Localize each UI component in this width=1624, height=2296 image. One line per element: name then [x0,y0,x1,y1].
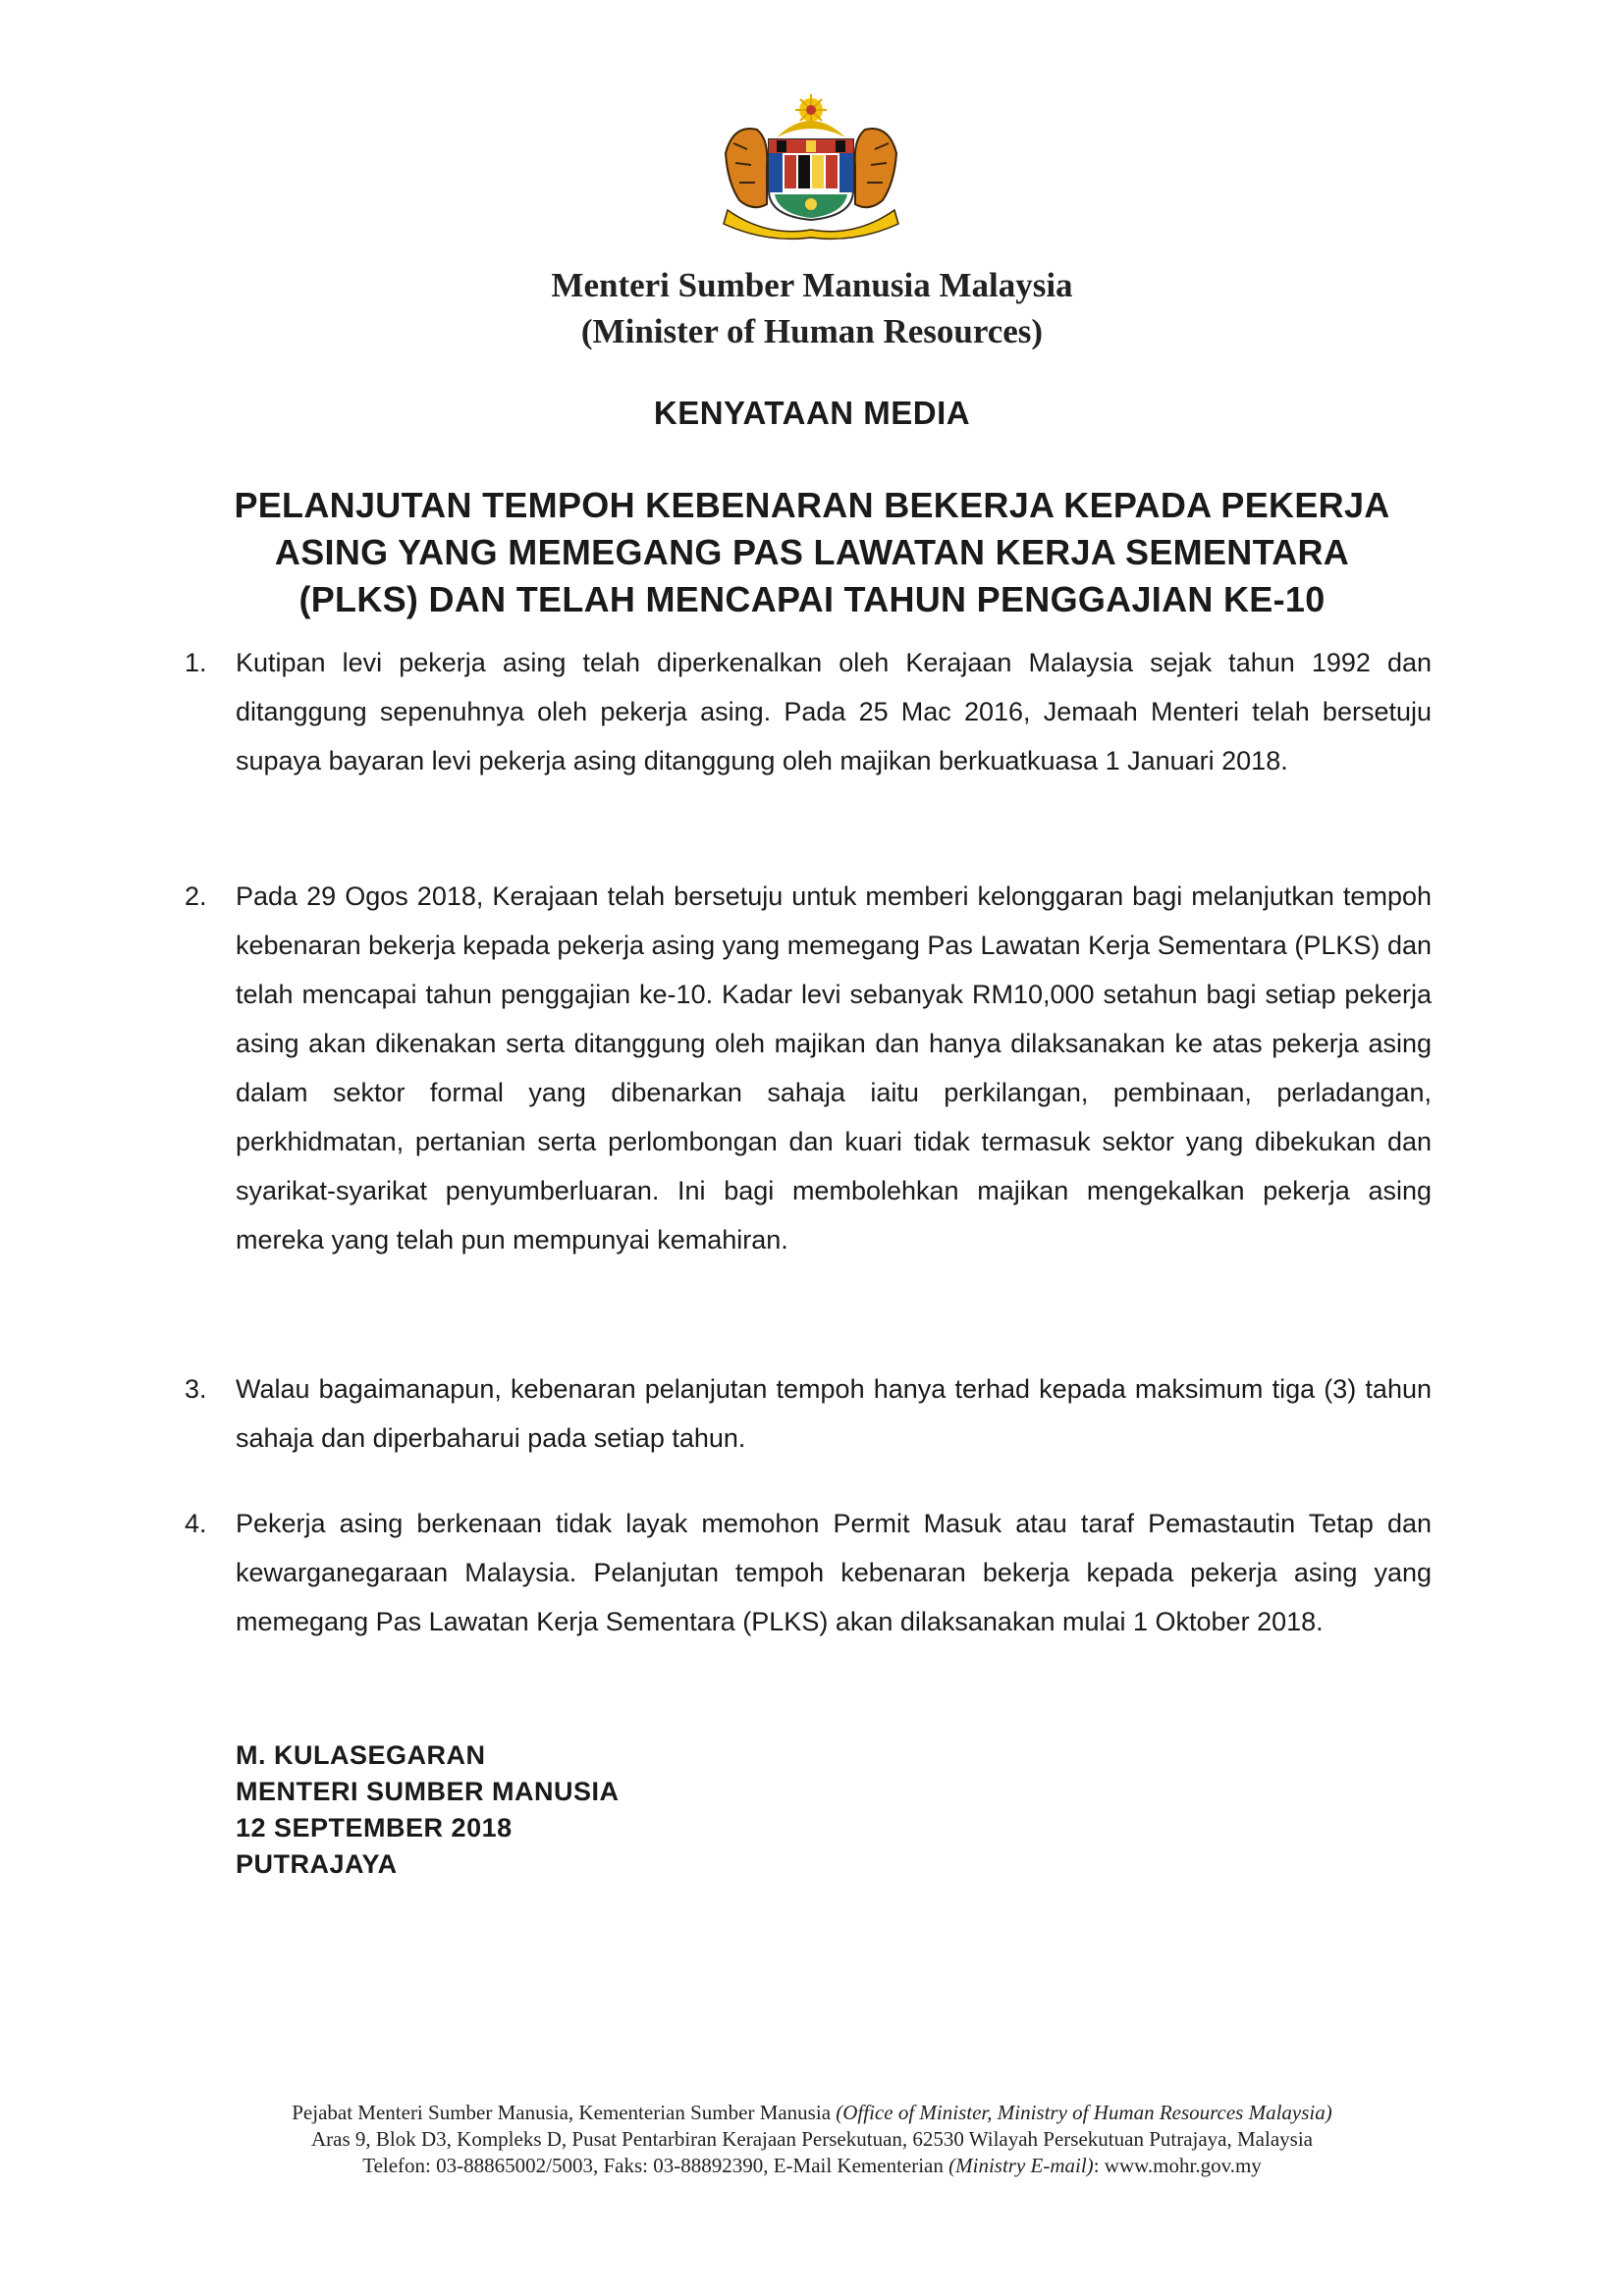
footer-address-line: Aras 9, Blok D3, Kompleks D, Pusat Pentarbiran Kerajaan Persekutuan, 62530 Wilayah Persekutuan Putrajaya, Malaysia [311,2127,1313,2151]
footer-office-english: (Office of Minister, Ministry of Human Resources Malaysia) [836,2101,1332,2124]
footer-contact-line [0,2154,1624,2178]
signatory-title: MENTERI SUMBER MANUSIA [236,1777,620,1806]
statement-date: 12 SEPTEMBER 2018 [236,1813,513,1842]
office-title: Menteri Sumber Manusia Malaysia [551,266,1073,304]
paragraph-2 [185,872,1432,1264]
coat-of-arms-emblem [718,94,904,241]
document-type-heading: KENYATAAN MEDIA [653,395,971,431]
statement-place: PUTRAJAYA [236,1849,398,1879]
paragraph-number: 2. [185,881,207,911]
subject-line-2: ASING YANG MEMEGANG PAS LAWATAN KERJA SEMENTARA [274,532,1350,572]
footer-email-label: (Ministry E-mail) [948,2154,1094,2177]
paragraph-number: 4. [185,1509,207,1538]
paragraph-number: 1. [185,648,207,677]
footer-office-line [0,2101,1624,2125]
paragraph-1 [185,638,1432,785]
paragraph-text: Kutipan levi pekerja asing telah diperkenalkan oleh Kerajaan Malaysia sejak tahun 1992 dan ditanggung sepenuhnya oleh pekerja asing. Pada 25 Mac 2016, Jemaah Menteri telah bersetuju supaya bayaran levi pekerja asing ditanggung oleh majikan berkuatkuasa 1 Januari 2018. [236,648,1432,775]
paragraph-text: Pada 29 Ogos 2018, Kerajaan telah bersetuju untuk memberi kelonggaran bagi melanjutkan tempoh kebenaran bekerja kepada pekerja asing yang memegang Pas Lawatan Kerja Sementara (PLKS) dan telah mencapai tahun penggajian ke-10. Kadar levi sebanyak RM10,000 setahun bagi setiap pekerja asing akan dikenakan serta ditanggung oleh majikan dan hanya dilaksanakan ke atas pekerja asing dalam sektor formal yang dibenarkan sahaja iaitu perkilangan, pembinaan, perladangan, perkhidmatan, pertanian serta perlombongan dan kuari tidak termasuk sektor yang dibekukan dan syarikat-syarikat penyumberluaran. Ini bagi membolehkan majikan mengekalkan pekerja asing mereka yang telah pun mempunyai kemahiran. [236,881,1432,1255]
footer-office-text: Pejabat Menteri Sumber Manusia, Kementerian Sumber Manusia [292,2101,837,2124]
paragraph-text: Walau bagaimanapun, kebenaran pelanjutan tempoh hanya terhad kepada maksimum tiga (3) tahun sahaja dan diperbaharui pada setiap tahun. [236,1374,1432,1453]
subject-line-3: (PLKS) DAN TELAH MENCAPAI TAHUN PENGGAJIAN KE-10 [298,579,1326,619]
crest-shield [769,139,853,220]
subject-line-1: PELANJUTAN TEMPOH KEBENARAN BEKERJA KEPADA PEKERJA [234,485,1390,525]
crest-tiger-left [726,129,767,207]
paragraph-text: Pekerja asing berkenaan tidak layak memohon Permit Masuk atau taraf Pemastautin Tetap dan kewarganegaraan Malaysia. Pelanjutan tempoh kebenaran bekerja kepada pekerja asing yang memegang Pas Lawatan Kerja Sementara (PLKS) akan dilaksanakan mulai 1 Oktober 2018. [236,1509,1432,1636]
paragraph-3 [185,1364,1432,1463]
office-subtitle: (Minister of Human Resources) [580,312,1044,350]
paragraph-number: 3. [185,1374,207,1404]
signatory-name: M. KULASEGARAN [236,1740,486,1770]
crest-crescent [777,121,845,137]
paragraph-4 [185,1499,1432,1646]
crest-tiger-right [855,129,896,207]
footer-contact-text: Telefon: 03-88865002/5003, Faks: 03-88892390, E-Mail Kementerian [362,2154,949,2177]
footer-website: : www.mohr.gov.my [1093,2154,1262,2177]
